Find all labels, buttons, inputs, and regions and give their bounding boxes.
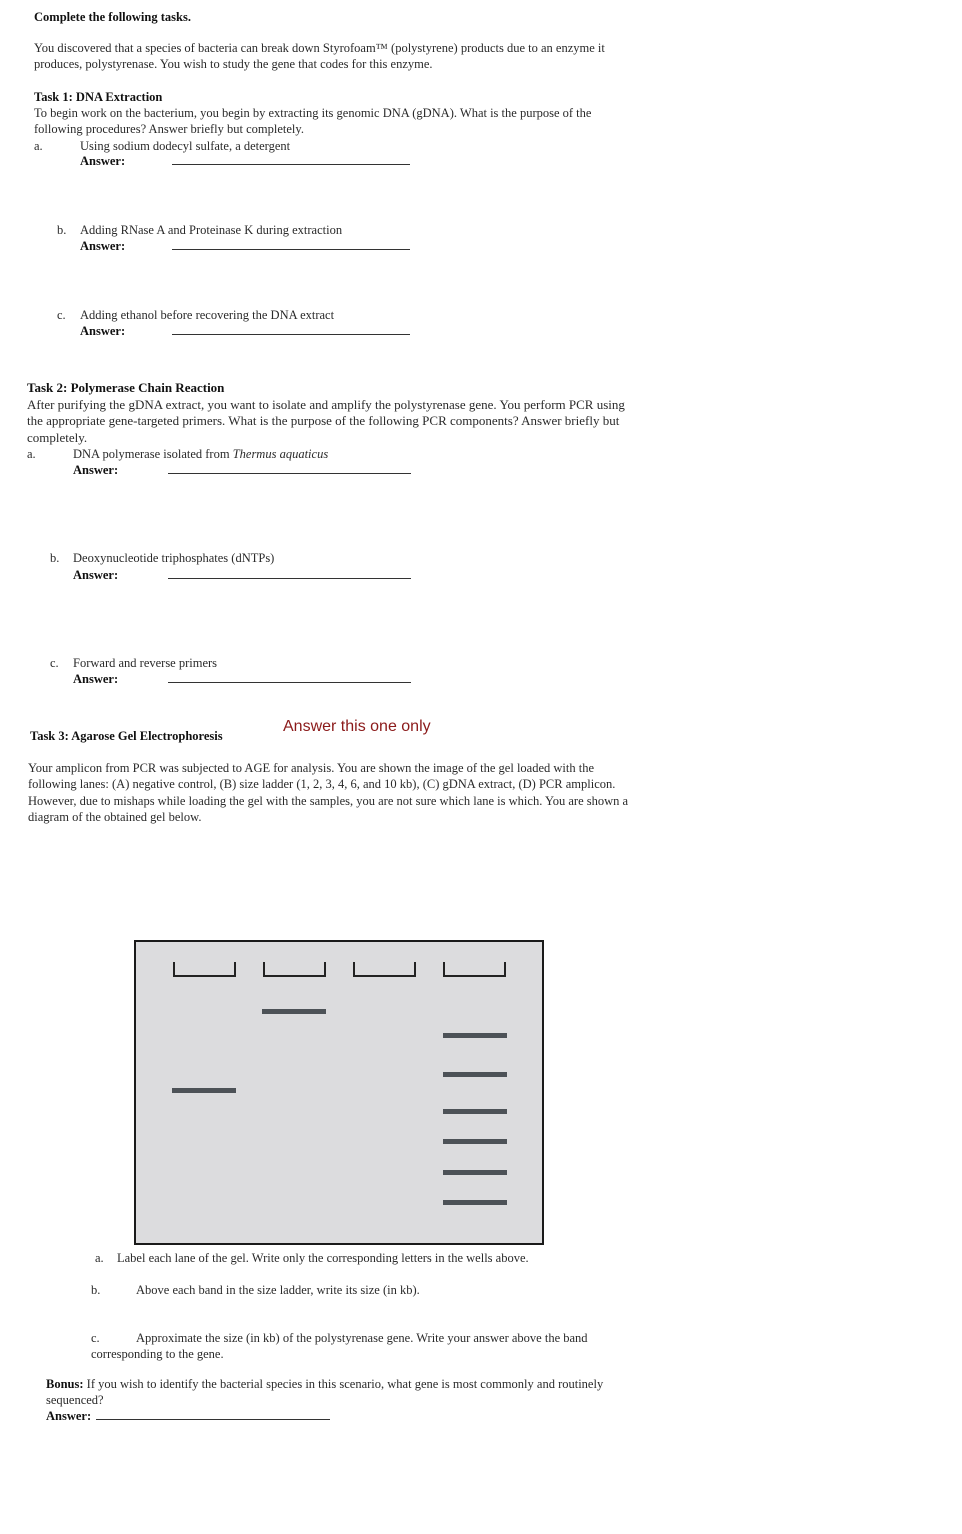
bonus-text: If you wish to identify the bacterial species in this scenario, what gene is most commonly and routinely sequenced? — [46, 1377, 604, 1408]
task2-item-b-letter: b. — [50, 551, 60, 565]
task1-item-b-answer-label: Answer: — [80, 239, 126, 253]
task2-item-a-letter: a. — [27, 447, 36, 461]
task3-title: Task 3: Agarose Gel Electrophoresis — [30, 729, 223, 743]
well-lane-4[interactable] — [443, 962, 506, 977]
task3-item-b-letter: b. — [91, 1283, 101, 1297]
bonus-question — [46, 1376, 606, 1409]
task3-prompt: Your amplicon from PCR was subjected to AGE for analysis. You are shown the image of the gel loaded with the following lanes: (A) negative control, (B) size ladder (1, 2, 3, 4, 6, and 10 kb), (C) gDNA extract, (D) PCR amplicon. However, due to mishaps while loading the gel with the samples, you are not sure which lane is which. You are shown a diagram of the obtained gel below. — [28, 761, 629, 824]
task2-item-c-letter: c. — [50, 656, 59, 670]
task2-item-b-answer-label: Answer: — [73, 568, 119, 582]
task2-item-a-text: DNA polymerase isolated from Thermus aquaticus — [73, 447, 329, 461]
well-lane-2[interactable] — [263, 962, 326, 977]
task1-item-a-answer-label: Answer: — [80, 154, 126, 168]
task2-item-b-text: Deoxynucleotide triphosphates (dNTPs) — [73, 551, 275, 565]
task1-item-a-text: Using sodium dodecyl sulfate, a detergent — [80, 139, 291, 153]
ladder-band-5 — [443, 1170, 507, 1175]
task1-item-a-answer-line[interactable] — [172, 153, 410, 169]
intro-paragraph: You discovered that a species of bacteria can break down Styrofoam™ (polystyrene) products due to an enzyme it produces, polystyrenase. You wish to study the gene that codes for this enzyme. — [34, 41, 605, 72]
gel-band-lane-2 — [262, 1009, 326, 1014]
task3-item-a-text: Label each lane of the gel. Write only the corresponding letters in the wells above. — [117, 1251, 529, 1265]
task3-item-c-text: Approximate the size (in kb) of the polystyrenase gene. Write your answer above the band corresponding to the gene. — [91, 1331, 588, 1362]
task1-item-c-text: Adding ethanol before recovering the DNA extract — [80, 308, 335, 322]
gel-diagram — [134, 940, 544, 1245]
task1-item-c-answer-line[interactable] — [172, 323, 410, 339]
well-lane-3[interactable] — [353, 962, 416, 977]
bonus-label: Bonus: — [46, 1377, 84, 1391]
ladder-band-4 — [443, 1139, 507, 1144]
task1-item-b-letter: b. — [57, 223, 67, 237]
task1-item-c-answer-label: Answer: — [80, 324, 126, 338]
task1-title: Task 1: DNA Extraction — [34, 90, 163, 104]
task2-item-a-answer-line[interactable] — [168, 462, 411, 478]
task2-item-a-answer-label: Answer: — [73, 463, 119, 477]
well-lane-1[interactable] — [173, 962, 236, 977]
ladder-band-3 — [443, 1109, 507, 1114]
task2-title: Task 2: Polymerase Chain Reaction — [27, 380, 225, 395]
task3-item-b-text: Above each band in the size ladder, write its size (in kb). — [136, 1283, 420, 1297]
task3-item-c-letter: c. — [91, 1331, 100, 1345]
task1-item-c-letter: c. — [57, 308, 66, 322]
task1-item-a-letter: a. — [34, 139, 43, 153]
task3-item-a-letter: a. — [95, 1251, 104, 1265]
handwritten-note: Answer this one only — [283, 718, 431, 735]
gel-band-lane-1 — [172, 1088, 236, 1093]
task2-item-a-italic: Thermus aquaticus — [232, 447, 329, 461]
bonus-answer-label: Answer: — [46, 1409, 92, 1423]
task2-item-c-text: Forward and reverse primers — [73, 656, 218, 670]
bonus-answer-line[interactable] — [96, 1408, 330, 1424]
task1-prompt: To begin work on the bacterium, you begin by extracting its genomic DNA (gDNA). What is the purpose of the following procedures? Answer briefly but completely. — [34, 106, 592, 137]
task2-item-c-answer-label: Answer: — [73, 672, 119, 686]
task2-item-c-answer-line[interactable] — [168, 671, 411, 687]
task1-item-b-text: Adding RNase A and Proteinase K during extraction — [80, 223, 343, 237]
task1-item-b-answer-line[interactable] — [172, 238, 410, 254]
ladder-band-6 — [443, 1200, 507, 1205]
page-header: Complete the following tasks. — [34, 10, 191, 24]
ladder-band-1 — [443, 1033, 507, 1038]
task2-prompt: After purifying the gDNA extract, you want to isolate and amplify the polystyrenase gene. You perform PCR using the appropriate gene-targeted primers. What is the purpose of the following PCR components? Answer briefly but completely. — [27, 397, 625, 445]
ladder-band-2 — [443, 1072, 507, 1077]
task2-item-b-answer-line[interactable] — [168, 567, 411, 583]
